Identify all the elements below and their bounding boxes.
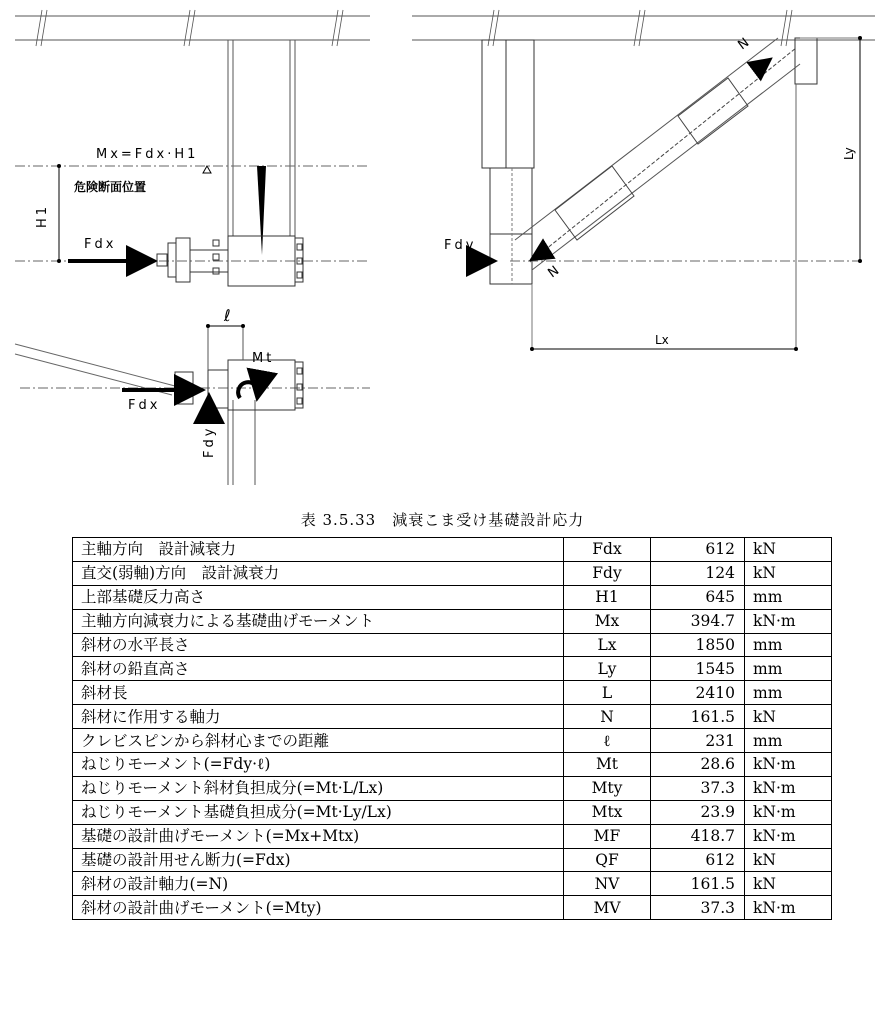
table-row bbox=[73, 729, 832, 753]
row-symbol: Fdx bbox=[564, 538, 651, 562]
plan-detail-view bbox=[15, 306, 370, 485]
row-symbol: Mx bbox=[564, 609, 651, 633]
row-name: ねじりモーメント(=Fdy·ℓ) bbox=[73, 753, 564, 777]
row-value: 394.7 bbox=[651, 609, 745, 633]
design-stress-table bbox=[72, 537, 832, 920]
row-unit: mm bbox=[745, 585, 832, 609]
elevation-view bbox=[15, 10, 370, 286]
row-name: ねじりモーメント斜材負担成分(=Mt·L/Lx) bbox=[73, 776, 564, 800]
row-symbol: N bbox=[564, 705, 651, 729]
row-name: 直交(弱軸)方向 設計減衰力 bbox=[73, 561, 564, 585]
row-symbol: MV bbox=[564, 896, 651, 920]
row-unit: kN·m bbox=[745, 776, 832, 800]
table-row bbox=[73, 896, 832, 920]
row-value: 612 bbox=[651, 538, 745, 562]
force-fdx-label: Fdx bbox=[84, 237, 117, 252]
row-value: 37.3 bbox=[651, 896, 745, 920]
row-value: 161.5 bbox=[651, 705, 745, 729]
row-name: 斜材の設計軸力(=N) bbox=[73, 872, 564, 896]
row-name: 主軸方向 設計減衰力 bbox=[73, 538, 564, 562]
table-row bbox=[73, 561, 832, 585]
table-row bbox=[73, 776, 832, 800]
row-unit: kN bbox=[745, 705, 832, 729]
table-caption: 表 3.5.33 減衰こま受け基礎設計応力 bbox=[300, 511, 585, 529]
eccentricity-label: ℓ bbox=[224, 306, 231, 325]
row-symbol: Ly bbox=[564, 657, 651, 681]
row-symbol: Fdy bbox=[564, 561, 651, 585]
row-value: 23.9 bbox=[651, 800, 745, 824]
row-unit: mm bbox=[745, 633, 832, 657]
row-unit: kN·m bbox=[745, 753, 832, 777]
row-value: 2410 bbox=[651, 681, 745, 705]
row-unit: mm bbox=[745, 681, 832, 705]
torsion-mt-label: Mt bbox=[252, 351, 275, 366]
table-row bbox=[73, 824, 832, 848]
row-value: 231 bbox=[651, 729, 745, 753]
table-row bbox=[73, 609, 832, 633]
row-symbol: QF bbox=[564, 848, 651, 872]
row-unit: kN bbox=[745, 538, 832, 562]
row-symbol: H1 bbox=[564, 585, 651, 609]
row-name: 基礎の設計曲げモーメント(=Mx+Mtx) bbox=[73, 824, 564, 848]
row-name: 斜材の設計曲げモーメント(=Mty) bbox=[73, 896, 564, 920]
row-symbol: Lx bbox=[564, 633, 651, 657]
row-symbol: Mty bbox=[564, 776, 651, 800]
axial-n-bottom-label: N bbox=[545, 261, 565, 282]
row-name: 斜材に作用する軸力 bbox=[73, 705, 564, 729]
row-symbol: Mt bbox=[564, 753, 651, 777]
row-name: 斜材の水平長さ bbox=[73, 633, 564, 657]
row-name: 上部基礎反力高さ bbox=[73, 585, 564, 609]
plan-fdy-label: Fdy bbox=[202, 425, 217, 458]
plan-fdx-label: Fdx bbox=[128, 398, 161, 413]
table-row bbox=[73, 848, 832, 872]
row-value: 124 bbox=[651, 561, 745, 585]
row-name: 基礎の設計用せん断力(=Fdx) bbox=[73, 848, 564, 872]
row-value: 1850 bbox=[651, 633, 745, 657]
brace-view bbox=[412, 10, 875, 351]
table-row bbox=[73, 633, 832, 657]
table-row bbox=[73, 657, 832, 681]
table-row bbox=[73, 681, 832, 705]
row-value: 161.5 bbox=[651, 872, 745, 896]
row-value: 645 bbox=[651, 585, 745, 609]
table-row bbox=[73, 800, 832, 824]
table-row bbox=[73, 585, 832, 609]
row-unit: kN·m bbox=[745, 609, 832, 633]
row-name: ねじりモーメント基礎負担成分(=Mt·Ly/Lx) bbox=[73, 800, 564, 824]
row-value: 28.6 bbox=[651, 753, 745, 777]
row-unit: kN bbox=[745, 561, 832, 585]
structural-diagram bbox=[0, 0, 885, 500]
critical-section-label: 危険断面位置 bbox=[74, 180, 147, 194]
row-unit: mm bbox=[745, 729, 832, 753]
table-row bbox=[73, 753, 832, 777]
row-value: 37.3 bbox=[651, 776, 745, 800]
height-h1-label: H1 bbox=[35, 203, 50, 228]
length-lx-label: Lx bbox=[655, 333, 669, 347]
row-unit: kN·m bbox=[745, 896, 832, 920]
brace-fdy-label: Fdy bbox=[444, 238, 477, 253]
moment-formula-label: Mx=Fdx·H1 bbox=[96, 147, 199, 162]
row-symbol: L bbox=[564, 681, 651, 705]
row-symbol: ℓ bbox=[564, 729, 651, 753]
axial-n-top-label: N bbox=[735, 33, 755, 54]
table-row bbox=[73, 538, 832, 562]
row-value: 418.7 bbox=[651, 824, 745, 848]
length-ly-label: Ly bbox=[842, 147, 856, 160]
row-name: 斜材の鉛直高さ bbox=[73, 657, 564, 681]
row-symbol: Mtx bbox=[564, 800, 651, 824]
row-symbol: MF bbox=[564, 824, 651, 848]
row-value: 1545 bbox=[651, 657, 745, 681]
table-row bbox=[73, 705, 832, 729]
table-row bbox=[73, 872, 832, 896]
row-name: 斜材長 bbox=[73, 681, 564, 705]
row-value: 612 bbox=[651, 848, 745, 872]
row-name: クレビスピンから斜材心までの距離 bbox=[73, 729, 564, 753]
row-unit: kN bbox=[745, 872, 832, 896]
row-name: 主軸方向減衰力による基礎曲げモーメント bbox=[73, 609, 564, 633]
row-unit: mm bbox=[745, 657, 832, 681]
row-unit: kN·m bbox=[745, 800, 832, 824]
row-unit: kN·m bbox=[745, 824, 832, 848]
row-symbol: NV bbox=[564, 872, 651, 896]
row-unit: kN bbox=[745, 848, 832, 872]
